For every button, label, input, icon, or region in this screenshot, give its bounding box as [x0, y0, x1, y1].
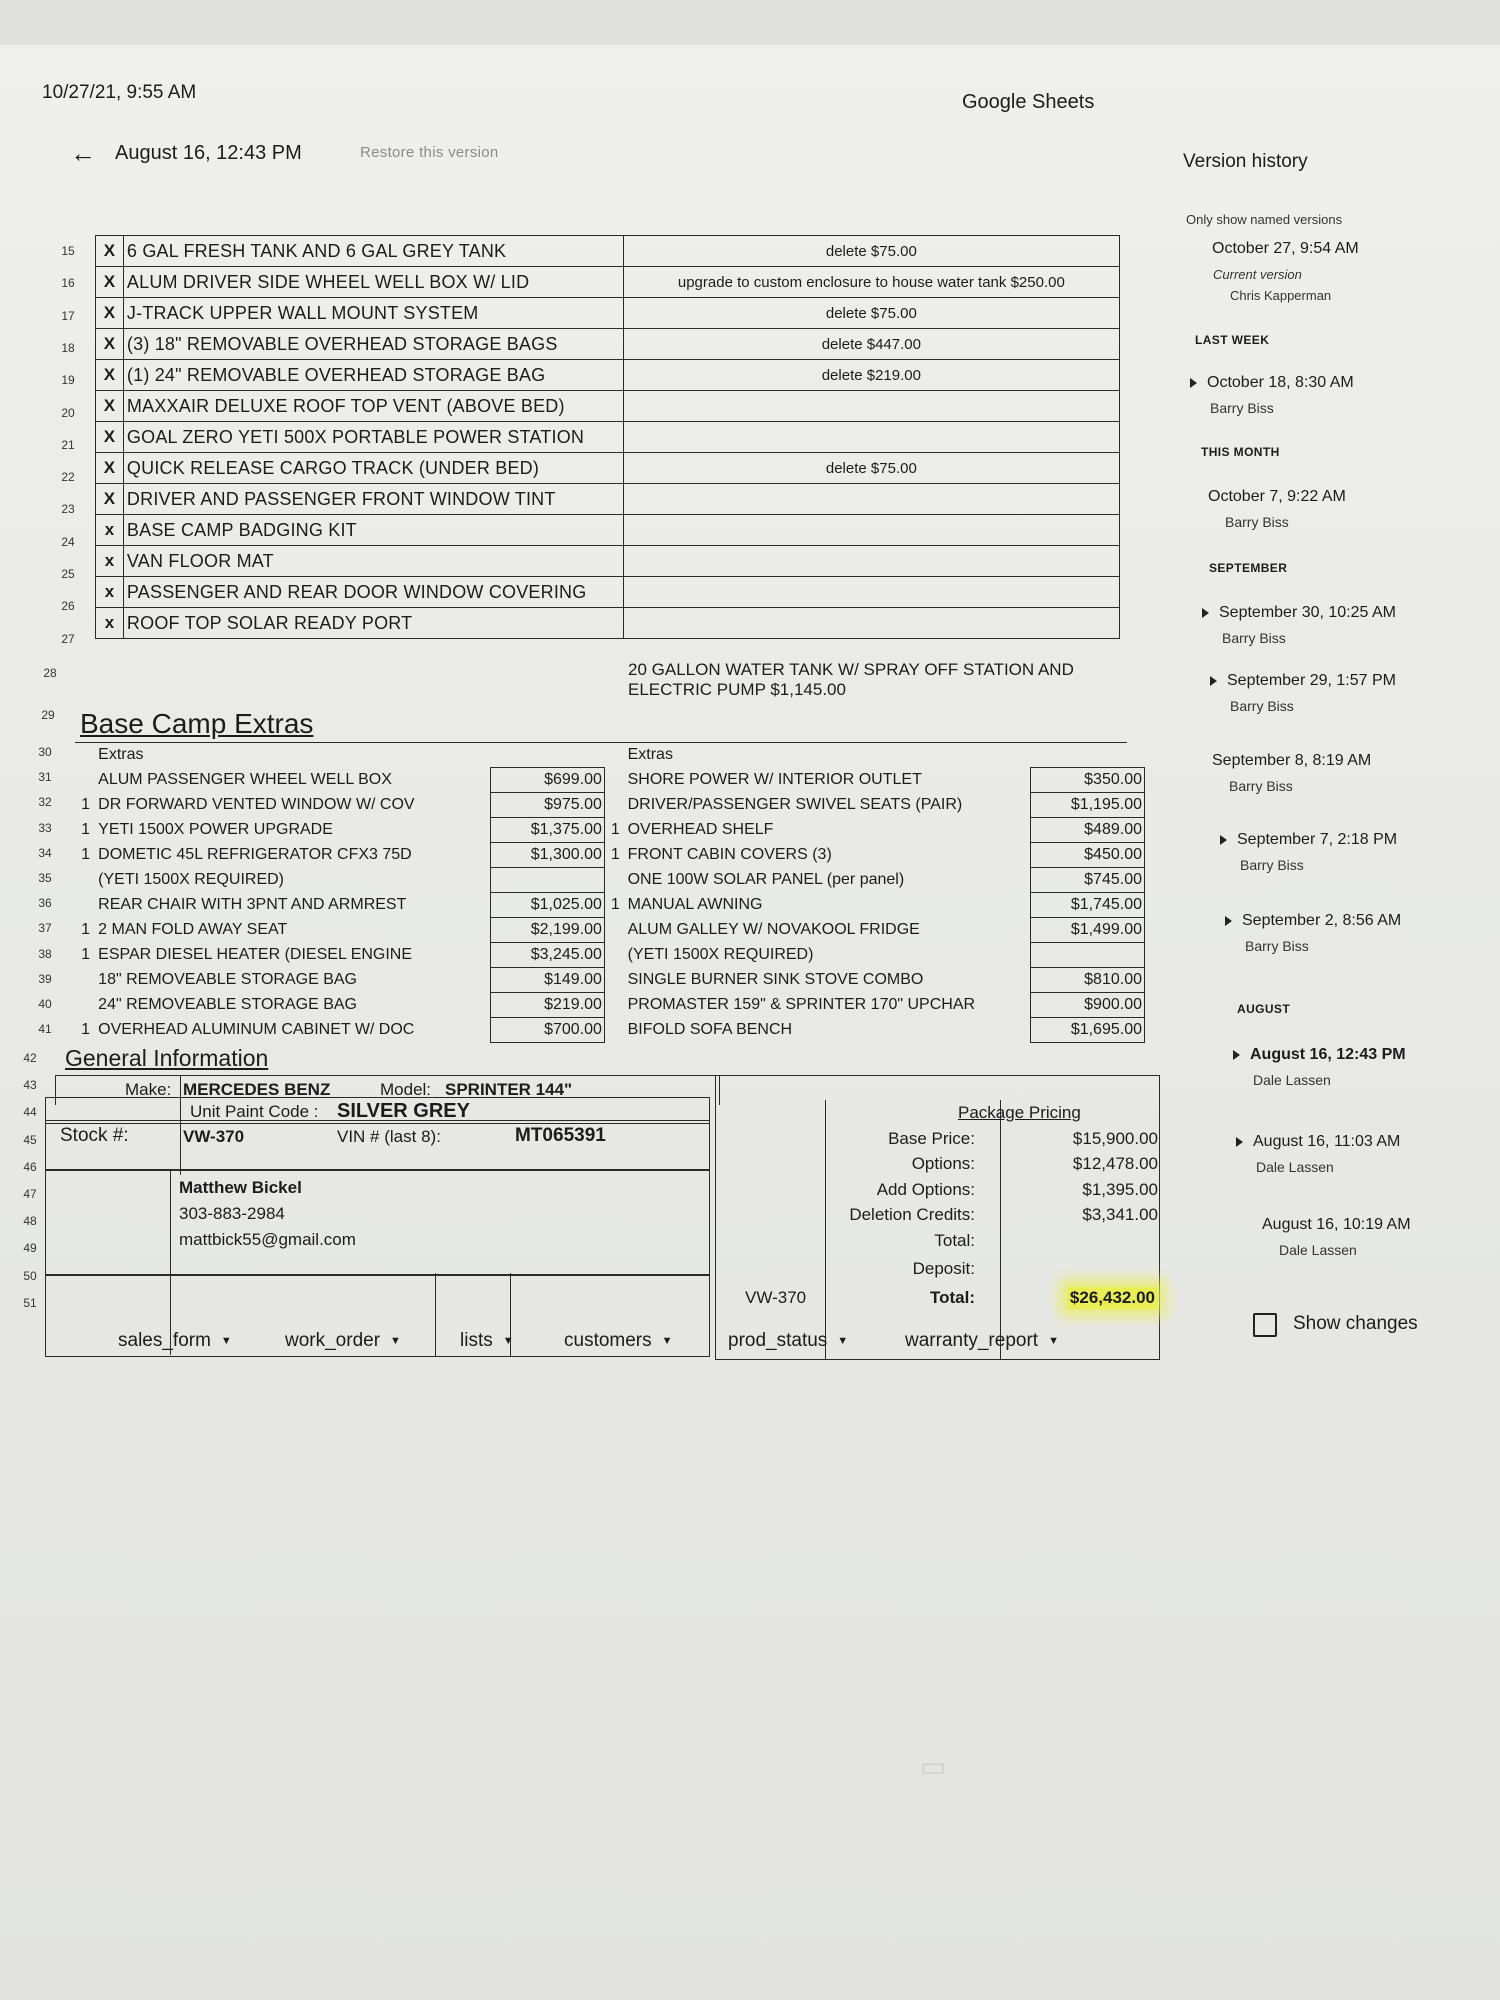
version-entry[interactable] [1220, 831, 1397, 849]
photo-background [0, 0, 1500, 48]
section-this-month: THIS MONTH [1201, 445, 1280, 459]
make-value: MERCEDES BENZ [183, 1080, 331, 1099]
row-number: 28 [43, 666, 57, 680]
version-entry[interactable] [1190, 374, 1354, 392]
base-price-label: Base Price: [888, 1129, 975, 1148]
item-cell: (3) 18" REMOVABLE OVERHEAD STORAGE BAGS [123, 329, 623, 360]
table-row [96, 391, 1120, 422]
print-datetime: 10/27/21, 9:55 AM [42, 82, 197, 103]
included-mark: X [96, 267, 124, 298]
note-cell [623, 484, 1119, 515]
show-changes-checkbox[interactable] [1253, 1313, 1277, 1337]
version-user: Barry Biss [1229, 778, 1293, 794]
included-mark: X [96, 453, 124, 484]
version-entry[interactable] [1236, 1133, 1400, 1151]
version-time: August 16, 10:19 AM [1262, 1216, 1411, 1233]
current-version-user: Chris Kapperman [1230, 288, 1332, 303]
section-september: SEPTEMBER [1209, 561, 1288, 575]
row-number: 24 [61, 534, 75, 549]
included-mark: X [96, 422, 124, 453]
row-number: 40 [38, 997, 52, 1011]
item-cell: QUICK RELEASE CARGO TRACK (UNDER BED) [123, 453, 623, 484]
note-cell [623, 577, 1119, 608]
price-cell: $975.00 [490, 792, 604, 817]
row-number: 37 [38, 921, 52, 936]
extra-item-cell: DOMETIC 45L REFRIGERATOR CFX3 75D [98, 845, 412, 863]
stock-value: VW-370 [183, 1127, 245, 1146]
price-cell: $149.00 [490, 967, 604, 992]
row-number: 44 [23, 1105, 37, 1120]
add-options-value: $1,395.00 [1082, 1180, 1158, 1199]
row-number: 45 [23, 1132, 37, 1147]
sheet-tab-work-order[interactable] [285, 1330, 401, 1352]
item-cell: ROOF TOP SOLAR READY PORT [123, 608, 623, 639]
sheet-tab-lists[interactable] [460, 1330, 514, 1352]
chevron-down-icon[interactable]: ▼ [1048, 1334, 1059, 1347]
chevron-down-icon[interactable]: ▼ [390, 1334, 401, 1347]
chevron-down-icon[interactable]: ▼ [502, 1334, 514, 1347]
version-user: Dale Lassen [1279, 1242, 1357, 1258]
version-entry[interactable] [1233, 1046, 1406, 1064]
version-user: Barry Biss [1230, 698, 1294, 714]
expand-caret-icon[interactable] [1236, 1137, 1243, 1147]
tab-label: work_order [285, 1330, 381, 1351]
named-versions-toggle[interactable]: Only show named versions [1186, 212, 1343, 227]
row-number: 34 [38, 845, 52, 860]
expand-caret-icon[interactable] [1190, 378, 1197, 388]
note-cell [623, 608, 1119, 639]
general-information-form [45, 845, 1160, 1305]
tab-label: warranty_report [905, 1330, 1039, 1351]
expand-caret-icon[interactable] [1233, 1050, 1240, 1060]
extra-item-cell: OVERHEAD SHELF [627, 820, 774, 838]
restore-version-button[interactable]: Restore this version [360, 144, 499, 161]
divider [435, 1273, 436, 1357]
paint-code-value: SILVER GREY [337, 1100, 470, 1122]
vin-value: MT065391 [515, 1125, 606, 1146]
included-mark: x [96, 577, 124, 608]
note-cell [623, 422, 1119, 453]
version-entry[interactable] [1202, 604, 1396, 622]
extra-item-cell: 18" REMOVEABLE STORAGE BAG [98, 970, 357, 988]
version-title: August 16, 12:43 PM [115, 142, 302, 164]
add-options-label: Add Options: [876, 1180, 975, 1199]
qty-cell: 1 [610, 820, 620, 838]
sheet-tab-warranty-report[interactable] [905, 1330, 1059, 1352]
extra-item-cell: PROMASTER 159" & SPRINTER 170" UPCHAR [627, 995, 976, 1013]
section-august: AUGUST [1237, 1002, 1291, 1016]
version-entry[interactable] [1212, 752, 1371, 770]
total-label: Total: [934, 1231, 975, 1250]
table-row [96, 577, 1120, 608]
back-arrow-icon[interactable]: ← [70, 138, 96, 168]
price-cell: $699.00 [490, 767, 604, 792]
row-number: 22 [61, 470, 75, 485]
price-cell: $1,195.00 [1030, 792, 1144, 817]
section-last-week: LAST WEEK [1195, 333, 1270, 347]
row-number: 43 [23, 1078, 37, 1093]
version-time: September 8, 8:19 AM [1212, 752, 1372, 769]
price-cell: $2,199.00 [490, 917, 604, 942]
version-time: September 7, 2:18 PM [1237, 831, 1398, 848]
section-title-base-camp-extras: Base Camp Extras [80, 708, 314, 739]
row-number: 17 [61, 308, 75, 323]
version-user: Barry Biss [1245, 938, 1309, 954]
sheet-tab-customers[interactable] [564, 1330, 673, 1352]
extra-item-cell: ALUM PASSENGER WHEEL WELL BOX [98, 770, 392, 788]
expand-caret-icon[interactable] [1202, 608, 1209, 618]
tab-label: sales_form [118, 1330, 211, 1351]
item-cell: ALUM DRIVER SIDE WHEEL WELL BOX W/ LID [123, 267, 623, 298]
qty-cell: 1 [610, 845, 620, 863]
extra-item-cell: 2 MAN FOLD AWAY SEAT [98, 920, 288, 938]
package-pricing-title: Package Pricing [958, 1103, 1081, 1122]
extra-item-cell: YETI 1500X POWER UPGRADE [98, 820, 333, 838]
app-title: Google Sheets [962, 91, 1095, 113]
included-items-table [95, 235, 1120, 639]
item-cell: VAN FLOOR MAT [123, 546, 623, 577]
row-number: 21 [61, 437, 75, 452]
item-cell: J-TRACK UPPER WALL MOUNT SYSTEM [123, 298, 623, 329]
deposit-label: Deposit: [912, 1259, 975, 1278]
price-cell: $350.00 [1030, 767, 1144, 792]
row-number: 50 [23, 1268, 37, 1283]
note-cell: upgrade to custom enclosure to house water tank $250.00 [623, 267, 1119, 298]
qty-cell: 1 [81, 820, 91, 838]
customer-email: mattbick55@gmail.com [179, 1230, 356, 1249]
version-time: August 16, 12:43 PM [1250, 1046, 1406, 1063]
included-mark: X [96, 391, 124, 422]
row-number: 30 [38, 745, 52, 759]
customer-phone: 303-883-2984 [179, 1204, 285, 1223]
sheet-tab-prod-status[interactable] [728, 1330, 848, 1352]
form-box [45, 1170, 710, 1275]
stock-label: Stock #: [60, 1125, 129, 1146]
tab-label: customers [564, 1330, 652, 1351]
row-number: 46 [23, 1159, 37, 1174]
grand-total-label: Total: [929, 1288, 975, 1307]
extra-item-cell: SHORE POWER W/ INTERIOR OUTLET [627, 770, 922, 788]
note-cell: delete $219.00 [623, 360, 1119, 391]
price-cell: $1,025.00 [490, 892, 604, 917]
qty-cell [604, 767, 625, 792]
chevron-down-icon[interactable]: ▼ [220, 1334, 232, 1347]
item-cell: BASE CAMP BADGING KIT [123, 515, 623, 546]
item-cell: (1) 24" REMOVABLE OVERHEAD STORAGE BAG [123, 360, 623, 391]
qty-cell [75, 767, 96, 792]
note-cell [623, 391, 1119, 422]
row-number: 33 [38, 820, 52, 835]
extra-item-cell: ESPAR DIESEL HEATER (DIESEL ENGINE [98, 945, 413, 963]
sheet-tab-sales-form[interactable] [118, 1330, 232, 1352]
divider [1000, 1100, 1001, 1360]
version-entry[interactable] [1210, 672, 1396, 690]
table-row [96, 515, 1120, 546]
table-row [75, 792, 1145, 817]
price-cell [490, 742, 604, 767]
included-mark: x [96, 515, 124, 546]
extra-item-cell: MANUAL AWNING [627, 895, 763, 913]
price-cell: $489.00 [1030, 817, 1144, 842]
extra-item-cell: (YETI 1500X REQUIRED) [98, 870, 284, 888]
qty-cell: 1 [81, 920, 91, 938]
divider [180, 1075, 181, 1175]
table-row [96, 453, 1120, 484]
extra-item-cell: OVERHEAD ALUMINUM CABINET W/ DOC [98, 1020, 415, 1038]
note-cell: delete $447.00 [623, 329, 1119, 360]
version-user: Barry Biss [1225, 514, 1289, 530]
version-user: Dale Lassen [1253, 1072, 1331, 1088]
row-number: 41 [38, 1022, 52, 1037]
row-number: 16 [61, 276, 75, 291]
row-number: 51 [23, 1295, 37, 1310]
qty-cell: 1 [81, 795, 91, 813]
price-cell: $219.00 [490, 992, 604, 1017]
extras-right-header: Extras [627, 745, 673, 763]
table-row [96, 360, 1120, 391]
row-number: 20 [61, 405, 75, 420]
row-number: 48 [23, 1214, 37, 1229]
price-cell: $1,745.00 [1030, 892, 1144, 917]
price-cell: $3,245.00 [490, 942, 604, 967]
version-user: Barry Biss [1210, 400, 1274, 416]
extra-item-cell: FRONT CABIN COVERS (3) [627, 845, 832, 863]
tab-label: lists [460, 1330, 493, 1351]
row-number: 26 [61, 599, 75, 614]
item-cell: 6 GAL FRESH TANK AND 6 GAL GREY TANK [123, 236, 623, 267]
price-cell: $1,695.00 [1030, 1017, 1144, 1042]
table-row [75, 767, 1145, 792]
water-tank-note: 20 GALLON WATER TANK W/ SPRAY OFF STATION AND ELECTRIC PUMP $1,145.00 [628, 660, 1074, 699]
price-cell: $700.00 [490, 1017, 604, 1042]
included-mark: X [96, 236, 124, 267]
version-entry[interactable] [1208, 488, 1346, 506]
table-row [75, 742, 1145, 767]
table-row [96, 484, 1120, 515]
extra-item-cell: ONE 100W SOLAR PANEL (per panel) [627, 870, 905, 888]
divider [825, 1100, 826, 1360]
table-row [96, 236, 1120, 267]
extra-item-cell: ALUM GALLEY W/ NOVAKOOL FRIDGE [627, 920, 920, 938]
table-row [96, 546, 1120, 577]
extras-left-header: Extras [98, 745, 144, 763]
tab-label: prod_status [728, 1330, 828, 1351]
version-time: September 2, 8:56 AM [1242, 912, 1402, 929]
version-user: Barry Biss [1222, 630, 1286, 646]
price-cell: $450.00 [1030, 842, 1144, 867]
table-row [96, 267, 1120, 298]
expand-caret-icon[interactable] [1210, 676, 1217, 686]
qty-cell [604, 792, 625, 817]
row-number: 29 [41, 708, 55, 722]
table-row [75, 817, 1145, 842]
version-entry[interactable] [1262, 1216, 1411, 1234]
row-number: 32 [38, 795, 52, 810]
expand-caret-icon[interactable] [1225, 916, 1232, 926]
deletion-credits-value: $3,341.00 [1082, 1205, 1158, 1224]
included-mark: x [96, 608, 124, 639]
row-number: 23 [61, 502, 75, 517]
version-time: September 29, 1:57 PM [1227, 672, 1396, 689]
note-cell [623, 546, 1119, 577]
qty-cell [604, 742, 625, 767]
version-user: Dale Lassen [1256, 1159, 1334, 1175]
version-user: Barry Biss [1240, 857, 1304, 873]
included-mark: x [96, 546, 124, 577]
options-value: $12,478.00 [1072, 1154, 1158, 1173]
section-title-general-information: General Information [65, 1045, 269, 1071]
qty-cell [75, 742, 96, 767]
item-cell: DRIVER AND PASSENGER FRONT WINDOW TINT [123, 484, 623, 515]
version-time: September 30, 10:25 AM [1219, 604, 1396, 621]
note-cell: delete $75.00 [623, 453, 1119, 484]
item-cell: MAXXAIR DELUXE ROOF TOP VENT (ABOVE BED) [123, 391, 623, 422]
current-version-label: Current version [1213, 267, 1302, 282]
included-mark: X [96, 484, 124, 515]
qty-cell: 1 [81, 845, 91, 863]
item-cell: PASSENGER AND REAR DOOR WINDOW COVERING [123, 577, 623, 608]
row-number: 31 [38, 770, 52, 785]
row-number: 19 [61, 373, 75, 388]
extra-item-cell: DR FORWARD VENTED WINDOW W/ COV [98, 795, 415, 813]
row-number: 18 [61, 340, 75, 355]
price-cell: $745.00 [1030, 867, 1144, 892]
show-changes-label: Show changes [1293, 1313, 1418, 1334]
row-number: 25 [61, 567, 75, 581]
extra-item-cell: (YETI 1500X REQUIRED) [627, 945, 814, 963]
version-history-title: Version history [1183, 151, 1308, 172]
note-cell: delete $75.00 [623, 298, 1119, 329]
deletion-credits-label: Deletion Credits: [849, 1205, 975, 1224]
paint-code-label: Unit Paint Code : [190, 1102, 319, 1121]
price-cell: $1,300.00 [490, 842, 604, 867]
note-cell [623, 515, 1119, 546]
price-cell: $810.00 [1030, 967, 1144, 992]
version-time: October 18, 8:30 AM [1207, 374, 1354, 391]
qty-cell: 1 [610, 895, 620, 913]
options-label: Options: [911, 1154, 975, 1173]
extra-item-cell: DRIVER/PASSENGER SWIVEL SEATS (PAIR) [627, 795, 963, 813]
note-cell: delete $75.00 [623, 236, 1119, 267]
price-cell: $1,499.00 [1030, 917, 1144, 942]
included-mark: X [96, 329, 124, 360]
vin-label: VIN # (last 8): [337, 1127, 441, 1146]
customer-name: Matthew Bickel [179, 1178, 302, 1197]
model-value: SPRINTER 144" [445, 1080, 573, 1099]
table-row [96, 608, 1120, 639]
version-entry[interactable] [1225, 912, 1401, 930]
row-number: 49 [23, 1241, 37, 1256]
extra-item-cell: SINGLE BURNER SINK STOVE COMBO [627, 970, 924, 988]
row-number: 42 [23, 1051, 37, 1065]
row-number: 47 [23, 1187, 37, 1201]
row-number: 39 [38, 971, 52, 986]
row-number: 27 [61, 631, 75, 646]
qty-cell: 1 [81, 1020, 91, 1038]
table-row [96, 298, 1120, 329]
price-cell: $1,375.00 [490, 817, 604, 842]
version-time: August 16, 11:03 AM [1253, 1133, 1401, 1150]
row-number: 36 [38, 896, 52, 911]
table-row [96, 329, 1120, 360]
chevron-down-icon[interactable]: ▼ [837, 1334, 849, 1347]
included-mark: X [96, 360, 124, 391]
row-number: 35 [38, 871, 52, 885]
price-cell [1030, 742, 1144, 767]
extra-item-cell: REAR CHAIR WITH 3PNT AND ARMREST [98, 895, 407, 913]
expand-caret-icon[interactable] [1220, 835, 1227, 845]
item-cell: GOAL ZERO YETI 500X PORTABLE POWER STATION [123, 422, 623, 453]
footer-stock: VW-370 [745, 1288, 807, 1307]
qty-cell: 1 [81, 945, 91, 963]
row-number: 15 [61, 244, 75, 258]
table-row [96, 422, 1120, 453]
price-cell: $900.00 [1030, 992, 1144, 1017]
row-number: 38 [38, 946, 52, 961]
chevron-down-icon[interactable]: ▼ [661, 1334, 673, 1347]
current-version-time[interactable]: October 27, 9:54 AM [1212, 240, 1359, 257]
make-label: Make: [125, 1080, 172, 1099]
extra-item-cell: 24" REMOVEABLE STORAGE BAG [98, 995, 357, 1013]
bleed-through-mark: ▭ [920, 1751, 947, 1782]
model-label: Model: [380, 1080, 432, 1099]
version-time: October 7, 9:22 AM [1208, 488, 1346, 505]
base-price-value: $15,900.00 [1072, 1129, 1158, 1148]
extra-item-cell: BIFOLD SOFA BENCH [627, 1020, 793, 1038]
grand-total-value: $26,432.00 [1067, 1287, 1158, 1309]
included-mark: X [96, 298, 124, 329]
